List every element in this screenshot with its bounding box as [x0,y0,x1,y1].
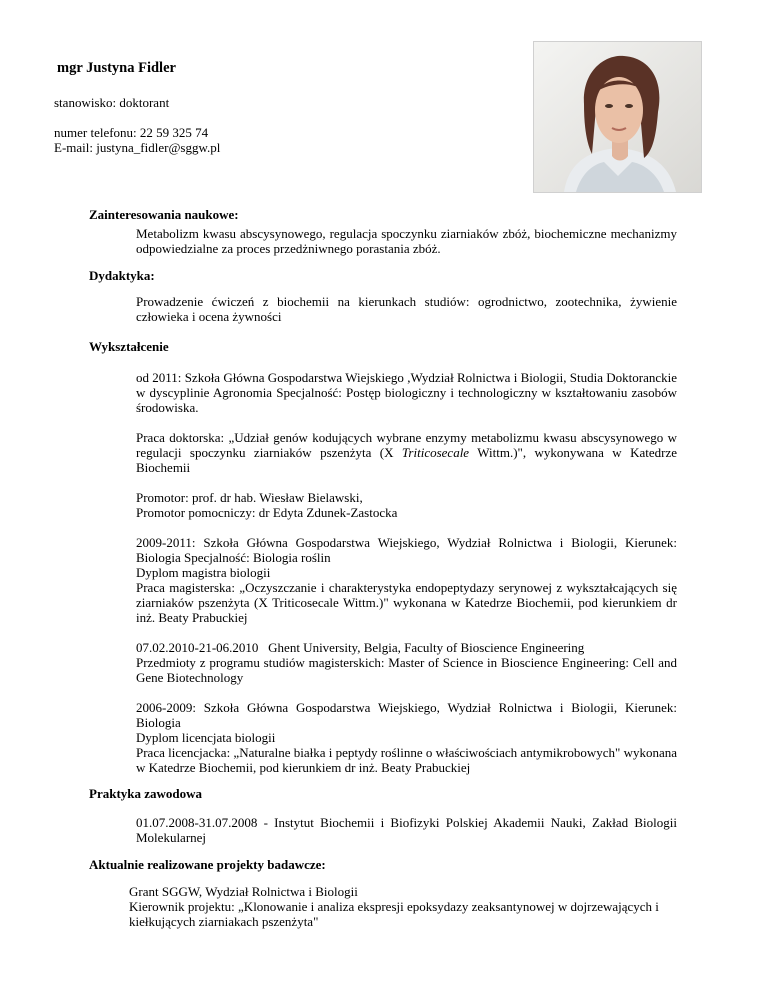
phone-line: numer telefonu: 22 59 325 74 [54,125,209,140]
projects-heading: Aktualnie realizowane projekty badawcze: [89,857,326,872]
phd-studies: od 2011: Szkoła Główna Gospodarstwa Wiejskiego ,Wydział Rolnictwa i Biologii, Studia Doktoranckie w dyscyplinie Agronomia Specjalność: Postęp biologiczny i technologiczny w kształtowaniu zasobów środowiska. [136,370,677,415]
interests-heading: Zainteresowania naukowe: [89,207,239,222]
ghent-exchange: 07.02.2010-21-06.2010 Ghent University, Belgia, Faculty of Bioscience Engineering [136,640,585,655]
position-line: stanowisko: doktorant [54,95,170,110]
promotor: Promotor: prof. dr hab. Wiesław Bielawski, [136,490,363,505]
phd-thesis-suffix: Wittm.)", wykonywana w Katedrze Biochemii [136,445,677,475]
ghent-courses: Przedmioty z programu studiów magisterskich: Master of Science in Bioscience Engineering: Cell and Gene Biotechnology [136,655,677,685]
education-block [136,370,677,775]
teaching-heading: Dydaktyka: [89,268,155,283]
phd-thesis-prefix: Praca doktorska: „Udział genów kodujących wybrane enzymy metabolizmu kwasu abscysynowego w regulacji spoczynku ziarniaków pszenżyta (X [136,430,677,460]
projects-block [129,884,677,929]
grant-line: Grant SGGW, Wydział Rolnictwa i Biologii [129,884,358,899]
interests-text: Metabolizm kwasu abscysynowego, regulacja spoczynku ziarniaków zbóż, biochemiczne mechanizmy odpowiedzialne za proces przedżniwnego porastania zbóż. [136,226,677,256]
project-leader-line: Kierownik projektu: „Klonowanie i analiza ekspresji epoksydazy zeaksantynowej w dojrzewających i kiełkujących ziarniakach pszenżyta" [129,899,659,929]
bachelor-diploma: Dyplom licencjata biologii [136,730,276,745]
education-heading: Wykształcenie [89,339,169,354]
practice-text: 01.07.2008-31.07.2008 - Instytut Biochemii i Biofizyki Polskiej Akademii Nauki, Zakład Biologii Molekularnej [136,815,677,845]
masters-thesis: Praca magisterska: „Oczyszczanie i charakterystyka endopeptydazy serynowej z wykształcających się ziarniaków pszenżyta (X Triticosecale Wittm.)" wykonana w Katedrze Biochemii, pod kierunkiem dr inż. Beaty Prabuckiej [136,580,677,625]
bachelor-studies: 2006-2009: Szkoła Główna Gospodarstwa Wiejskiego, Wydział Rolnictwa i Biologii, Kierunek: Biologia [136,700,677,730]
phd-thesis-species: Triticosecale [401,445,470,460]
phd-thesis [136,430,677,475]
teaching-text: Prowadzenie ćwiczeń z biochemii na kierunkach studiów: ogrodnictwo, zootechnika, żywienie człowieka i ocena żywności [136,294,677,324]
co-promotor: Promotor pomocniczy: dr Edyta Zdunek-Zastocka [136,505,398,520]
bachelor-thesis: Praca licencjacka: „Naturalne białka i peptydy roślinne o właściwościach antymikrobowych" wykonana w Katedrze Biochemii, pod kierunkiem dr inż. Beaty Prabuckiej [136,745,678,775]
portrait-photo [533,41,702,193]
masters-studies: 2009-2011: Szkoła Główna Gospodarstwa Wiejskiego, Wydział Rolnictwa i Biologii, Kierunek: Biologia Specjalność: Biologia roślin [136,535,677,565]
person-name: mgr Justyna Fidler [57,60,176,76]
practice-heading: Praktyka zawodowa [89,786,203,801]
email-line: E-mail: justyna_fidler@sggw.pl [54,140,221,155]
masters-diploma: Dyplom magistra biologii [136,565,271,580]
